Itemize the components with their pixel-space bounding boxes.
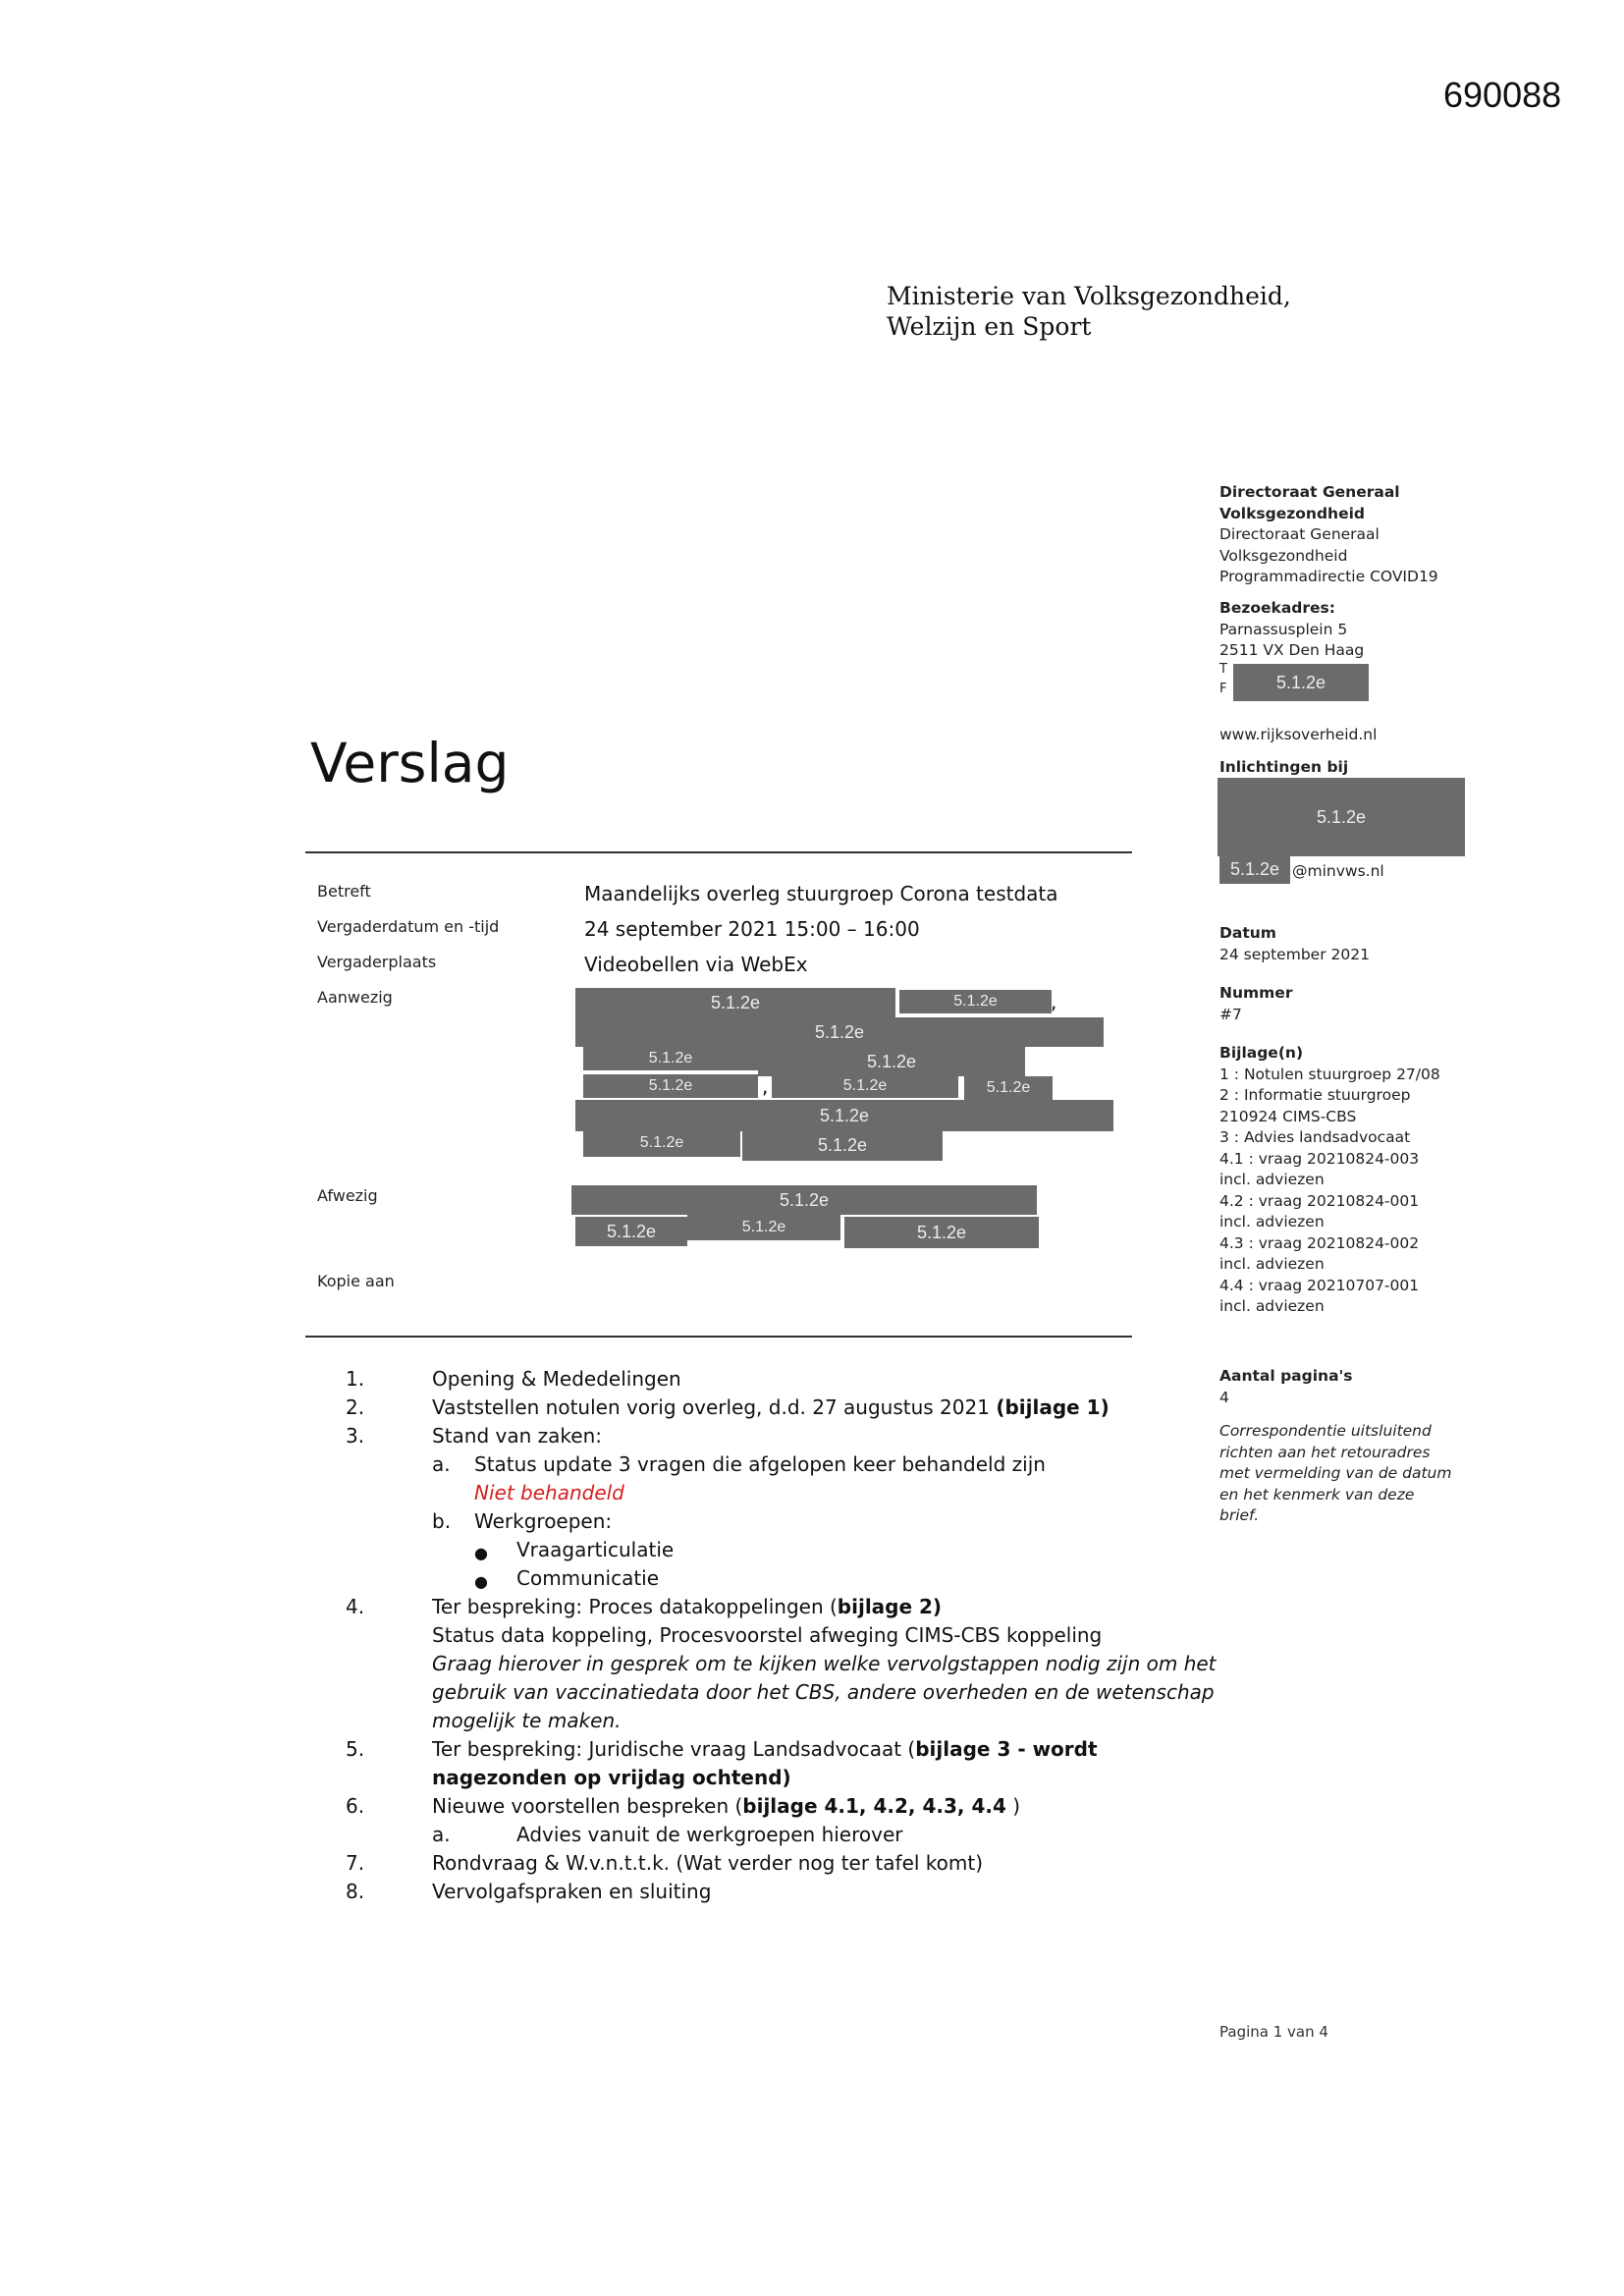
dg-line-2: Volksgezondheid [1219,546,1348,565]
note-line: Correspondentie uitsluitend [1219,1422,1432,1440]
redaction-block: 5.1.2e [571,1185,1037,1215]
redaction-block: 5.1.2e [772,1074,958,1098]
redaction-block: 5.1.2e [583,1047,758,1070]
kopie-label: Kopie aan [317,1272,395,1290]
bijlage-line: incl. adviezen [1219,1297,1325,1315]
plaats-value: Videobellen via WebEx [584,953,808,976]
betreft-value: Maandelijks overleg stuurgroep Corona testdata [584,882,1058,905]
redaction-block: 5.1.2e [1219,854,1290,884]
redaction-block: 5.1.2e [964,1076,1053,1100]
bullet-item: Communicatie [516,1566,660,1590]
bijlage-line: 4.1 : vraag 20210824-003 [1219,1149,1420,1168]
bijlage-line: 2 : Informatie stuurgroep [1219,1086,1411,1104]
item-text: Ter bespreking: Juridische vraag Landsadvocaat ( [432,1737,916,1761]
ministry-line-2: Welzijn en Sport [887,312,1092,341]
bijlage-ref: bijlage 2) [837,1595,943,1618]
agenda-item [432,1735,1098,1764]
redaction-block: 5.1.2e [758,1047,1025,1076]
dg-bold-2: Volksgezondheid [1219,504,1366,522]
dg-line-1: Directoraat Generaal [1219,525,1380,543]
agenda-subitem: Advies vanuit de werkgroepen hierover [516,1823,903,1846]
item-text: ) [1005,1794,1021,1818]
item-number: 1. [346,1367,365,1391]
nummer-value: #7 [1219,1005,1242,1023]
item-number: 6. [346,1794,365,1818]
bijlage-line: incl. adviezen [1219,1171,1325,1188]
agenda-item: Rondvraag & W.v.n.t.t.k. (Wat verder nog ter tafel komt) [432,1851,984,1875]
afwezig-label: Afwezig [317,1186,378,1205]
bijlage-ref: (bijlage 1) [996,1395,1110,1419]
aanwezig-label: Aanwezig [317,988,393,1007]
page-title: Verslag [310,732,510,794]
dg-line-3: Programmadirectie COVID19 [1219,568,1438,585]
paginas-value: 4 [1219,1388,1229,1406]
dg-bold-1: Directoraat Generaal [1219,483,1400,501]
bijlage-line: incl. adviezen [1219,1255,1325,1273]
agenda-item [432,1394,1110,1422]
page-number: Pagina 1 van 4 [1219,2023,1328,2041]
redaction-block: 5.1.2e [844,1217,1039,1248]
document-number: 690088 [1443,75,1562,115]
status-note: Niet behandeld [474,1481,624,1504]
redaction-block: 5.1.2e [899,990,1052,1013]
paginas-label: Aantal pagina's [1219,1367,1353,1385]
item-text: Nieuwe voorstellen bespreken ( [432,1794,743,1818]
note-line: brief. [1219,1506,1260,1524]
item-text: Ter bespreking: Proces datakoppelingen ( [432,1595,838,1618]
redaction-block: 5.1.2e [575,988,895,1017]
phone-label: T [1219,662,1227,677]
address-line-1: Parnassusplein 5 [1219,620,1348,638]
item-subtext: Status data koppeling, Procesvoorstel afweging CIMS-CBS koppeling [432,1623,1103,1647]
item-note: gebruik van vaccinatiedata door het CBS, andere overheden en de wetenschap [432,1680,1215,1704]
item-number: 8. [346,1880,365,1903]
bijlage-line: 1 : Notulen stuurgroep 27/08 [1219,1065,1440,1083]
note-line: met vermelding van de datum [1219,1464,1452,1482]
bijlage-line: 4.4 : vraag 20210707-001 [1219,1276,1420,1294]
note-line: richten aan het retouradres [1219,1443,1431,1461]
redaction-block: 5.1.2e [1218,778,1465,856]
bezoekadres-label: Bezoekadres: [1219,599,1335,617]
note-line: en het kenmerk van deze [1219,1485,1415,1503]
redaction-block: 5.1.2e [575,1017,1104,1047]
bijlage-line: 210924 CIMS-CBS [1219,1107,1357,1125]
bullet-icon: ● [474,1544,488,1562]
redaction-block: 5.1.2e [575,1217,687,1246]
item-number: 5. [346,1737,365,1761]
item-note: Graag hierover in gesprek om te kijken welke vervolgstappen nodig zijn om het [432,1652,1217,1675]
agenda-item: Opening & Mededelingen [432,1367,681,1391]
item-number: 7. [346,1851,365,1875]
email-suffix: @minvws.nl [1292,862,1384,880]
sub-letter: b. [432,1509,452,1533]
plaats-label: Vergaderplaats [317,953,437,971]
address-line-2: 2511 VX Den Haag [1219,641,1365,659]
bijlage-ref: bijlage 4.1, 4.2, 4.3, 4.4 [742,1794,1006,1818]
sub-letter: a. [432,1452,451,1476]
bijlage-line: incl. adviezen [1219,1213,1325,1230]
bijlage-line: 3 : Advies landsadvocaat [1219,1128,1411,1146]
bijlage-line: 4.2 : vraag 20210824-001 [1219,1191,1420,1210]
item-number: 4. [346,1595,365,1618]
bijlagen-label: Bijlage(n) [1219,1044,1304,1062]
redaction-block: 5.1.2e [687,1215,840,1240]
item-number: 2. [346,1395,365,1419]
redaction-block: 5.1.2e [1233,664,1369,701]
bijlage-line: 4.3 : vraag 20210824-002 [1219,1233,1420,1252]
datum-label: Vergaderdatum en -tijd [317,917,500,936]
agenda-subitem: Werkgroepen: [474,1509,613,1533]
bullet-icon: ● [474,1572,488,1591]
datum-side-value: 24 september 2021 [1219,945,1370,963]
ministry-line-1: Ministerie van Volksgezondheid, [887,282,1291,310]
item-number: 3. [346,1424,365,1448]
betreft-label: Betreft [317,882,371,901]
sub-letter: a. [432,1823,451,1846]
agenda-item [432,1593,942,1621]
item-text: Vaststellen notulen vorig overleg, d.d. 27 augustus 2021 [432,1395,997,1419]
nummer-label: Nummer [1219,984,1293,1002]
agenda-subitem: Status update 3 vragen die afgelopen keer behandeld zijn [474,1452,1046,1476]
website-link[interactable]: www.rijksoverheid.nl [1219,726,1378,743]
bijlage-ref: nagezonden op vrijdag ochtend) [432,1766,791,1789]
redaction-block: 5.1.2e [583,1074,758,1098]
bullet-item: Vraagarticulatie [516,1538,675,1561]
inlichtingen-label: Inlichtingen bij [1219,758,1349,776]
agenda-item [432,1792,1020,1821]
item-note: mogelijk te maken. [432,1709,622,1732]
agenda-item: Stand van zaken: [432,1424,602,1448]
datum-side-label: Datum [1219,924,1276,942]
bijlage-ref: bijlage 3 - wordt [915,1737,1098,1761]
datum-value: 24 september 2021 15:00 – 16:00 [584,917,920,941]
agenda-item: Vervolgafspraken en sluiting [432,1880,712,1903]
redaction-block: 5.1.2e [742,1129,943,1161]
agenda-item-cont [432,1764,791,1792]
redaction-block: 5.1.2e [575,1100,1113,1131]
redaction-block: 5.1.2e [583,1129,740,1157]
fax-label: F [1219,682,1227,696]
